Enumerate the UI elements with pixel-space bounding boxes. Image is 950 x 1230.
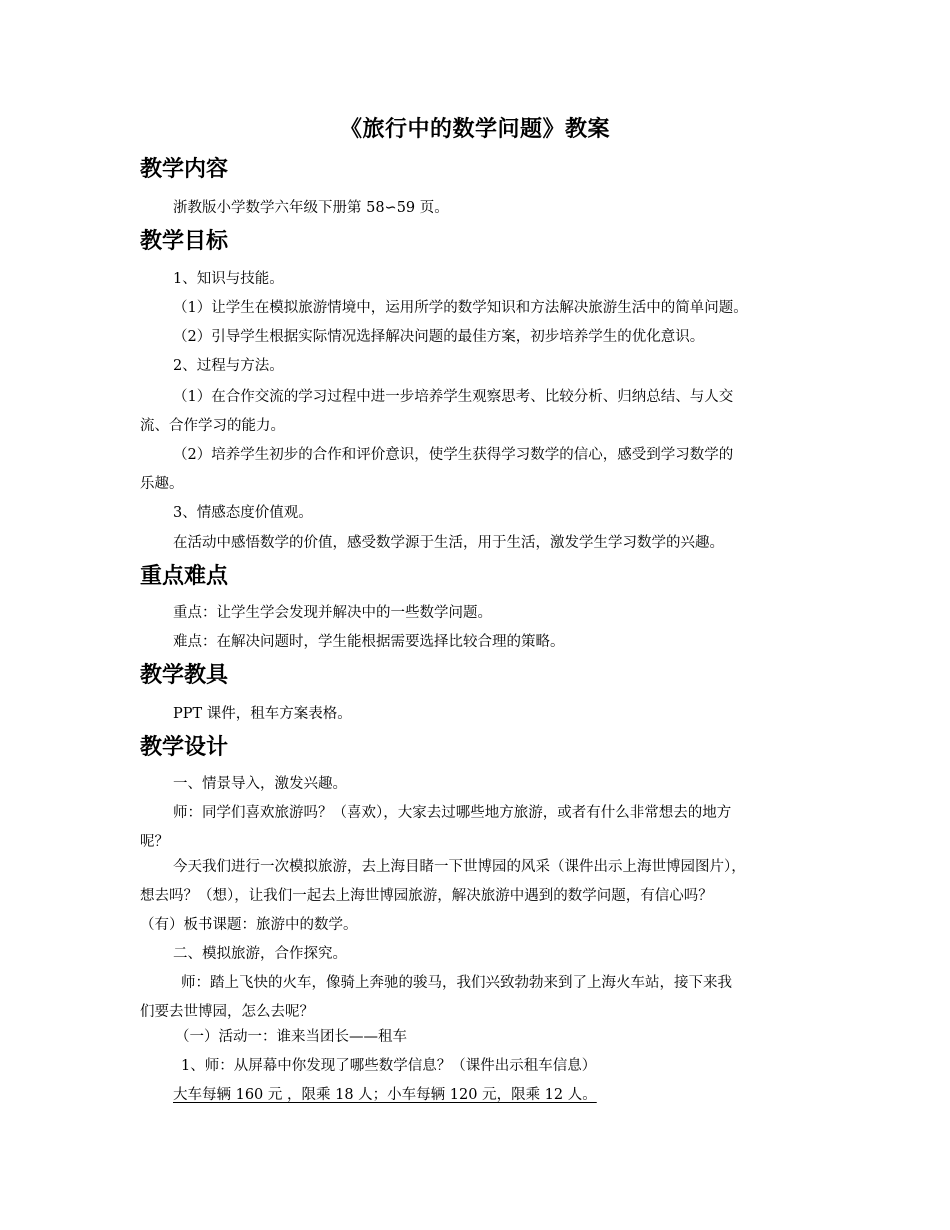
design-line: 师：同学们喜欢旅游吗？（喜欢），大家去过哪些地方旅游，或者有什么非常想去的地方 [173,805,732,821]
goals-line: （1）在合作交流的学习过程中进一步培养学生观察思考、比较分析、归纳总结、与人交 [173,389,734,405]
key-points-line: 重点：让学生学会发现并解决中的一些数学问题。 [173,605,492,621]
goals-line: 1、知识与技能。 [173,271,284,287]
design-line: 1、师：从屏幕中你发现了哪些数学信息？（课件出示租车信息） [181,1058,597,1074]
goals-line: 3、情感态度价值观。 [173,505,313,521]
goals-line: （2）引导学生根据实际情况选择解决问题的最佳方案，初步培养学生的优化意识。 [173,329,705,345]
design-line: 今天我们进行一次模拟旅游，去上海目睹一下世博园的风采（课件出示上海世博园图片）， [173,859,746,875]
section-heading-design: 教学设计 [140,735,229,760]
design-line: 们要去世博园，怎么去呢？ [140,1004,314,1020]
rental-info-line: 大车每辆 160 元 ，限乘 18 人；小车每辆 120 元，限乘 12 人。 [173,1087,597,1103]
goals-line: 2、过程与方法。 [173,358,284,374]
goals-line: 乐趣。 [140,476,184,492]
goals-line: 在活动中感悟数学的价值，感受数学源于生活，用于生活，激发学生学习数学的兴趣。 [173,535,724,551]
design-line: （一）活动一：谁来当团长——租车 [175,1029,407,1045]
content-line: 浙教版小学数学六年级下册第 58∽59 页。 [173,200,449,216]
document-title: 《旅行中的数学问题》教案 [339,116,610,142]
section-heading-goals: 教学目标 [140,229,229,254]
design-line: 呢？ [140,834,169,850]
goals-line: （1）让学生在模拟旅游情境中，运用所学的数学知识和方法解决旅游生活中的简单问题。 [173,300,748,316]
key-points-line: 难点：在解决问题时，学生能根据需要选择比较合理的策略。 [173,634,565,650]
design-line: 二、模拟旅游，合作探究。 [173,946,347,962]
section-heading-key-points: 重点难点 [140,564,229,589]
section-heading-content: 教学内容 [140,157,229,182]
tools-line: PPT 课件，租车方案表格。 [173,706,352,722]
design-line: （有）板书课题：旅游中的数学。 [140,917,358,933]
goals-line: （2）培养学生初步的合作和评价意识，使学生获得学习数学的信心，感受到学习数学的 [173,447,734,463]
goals-line: 流、合作学习的能力。 [140,418,285,434]
design-line: 一、情景导入，激发兴趣。 [173,776,347,792]
design-line: 想去吗？（想），让我们一起去上海世博园旅游，解决旅游中遇到的数学问题，有信心吗？ [140,888,713,904]
design-line: 师：踏上飞快的火车，像骑上奔驰的骏马，我们兴致勃勃来到了上海火车站，接下来我 [181,975,732,991]
section-heading-tools: 教学教具 [140,663,229,688]
